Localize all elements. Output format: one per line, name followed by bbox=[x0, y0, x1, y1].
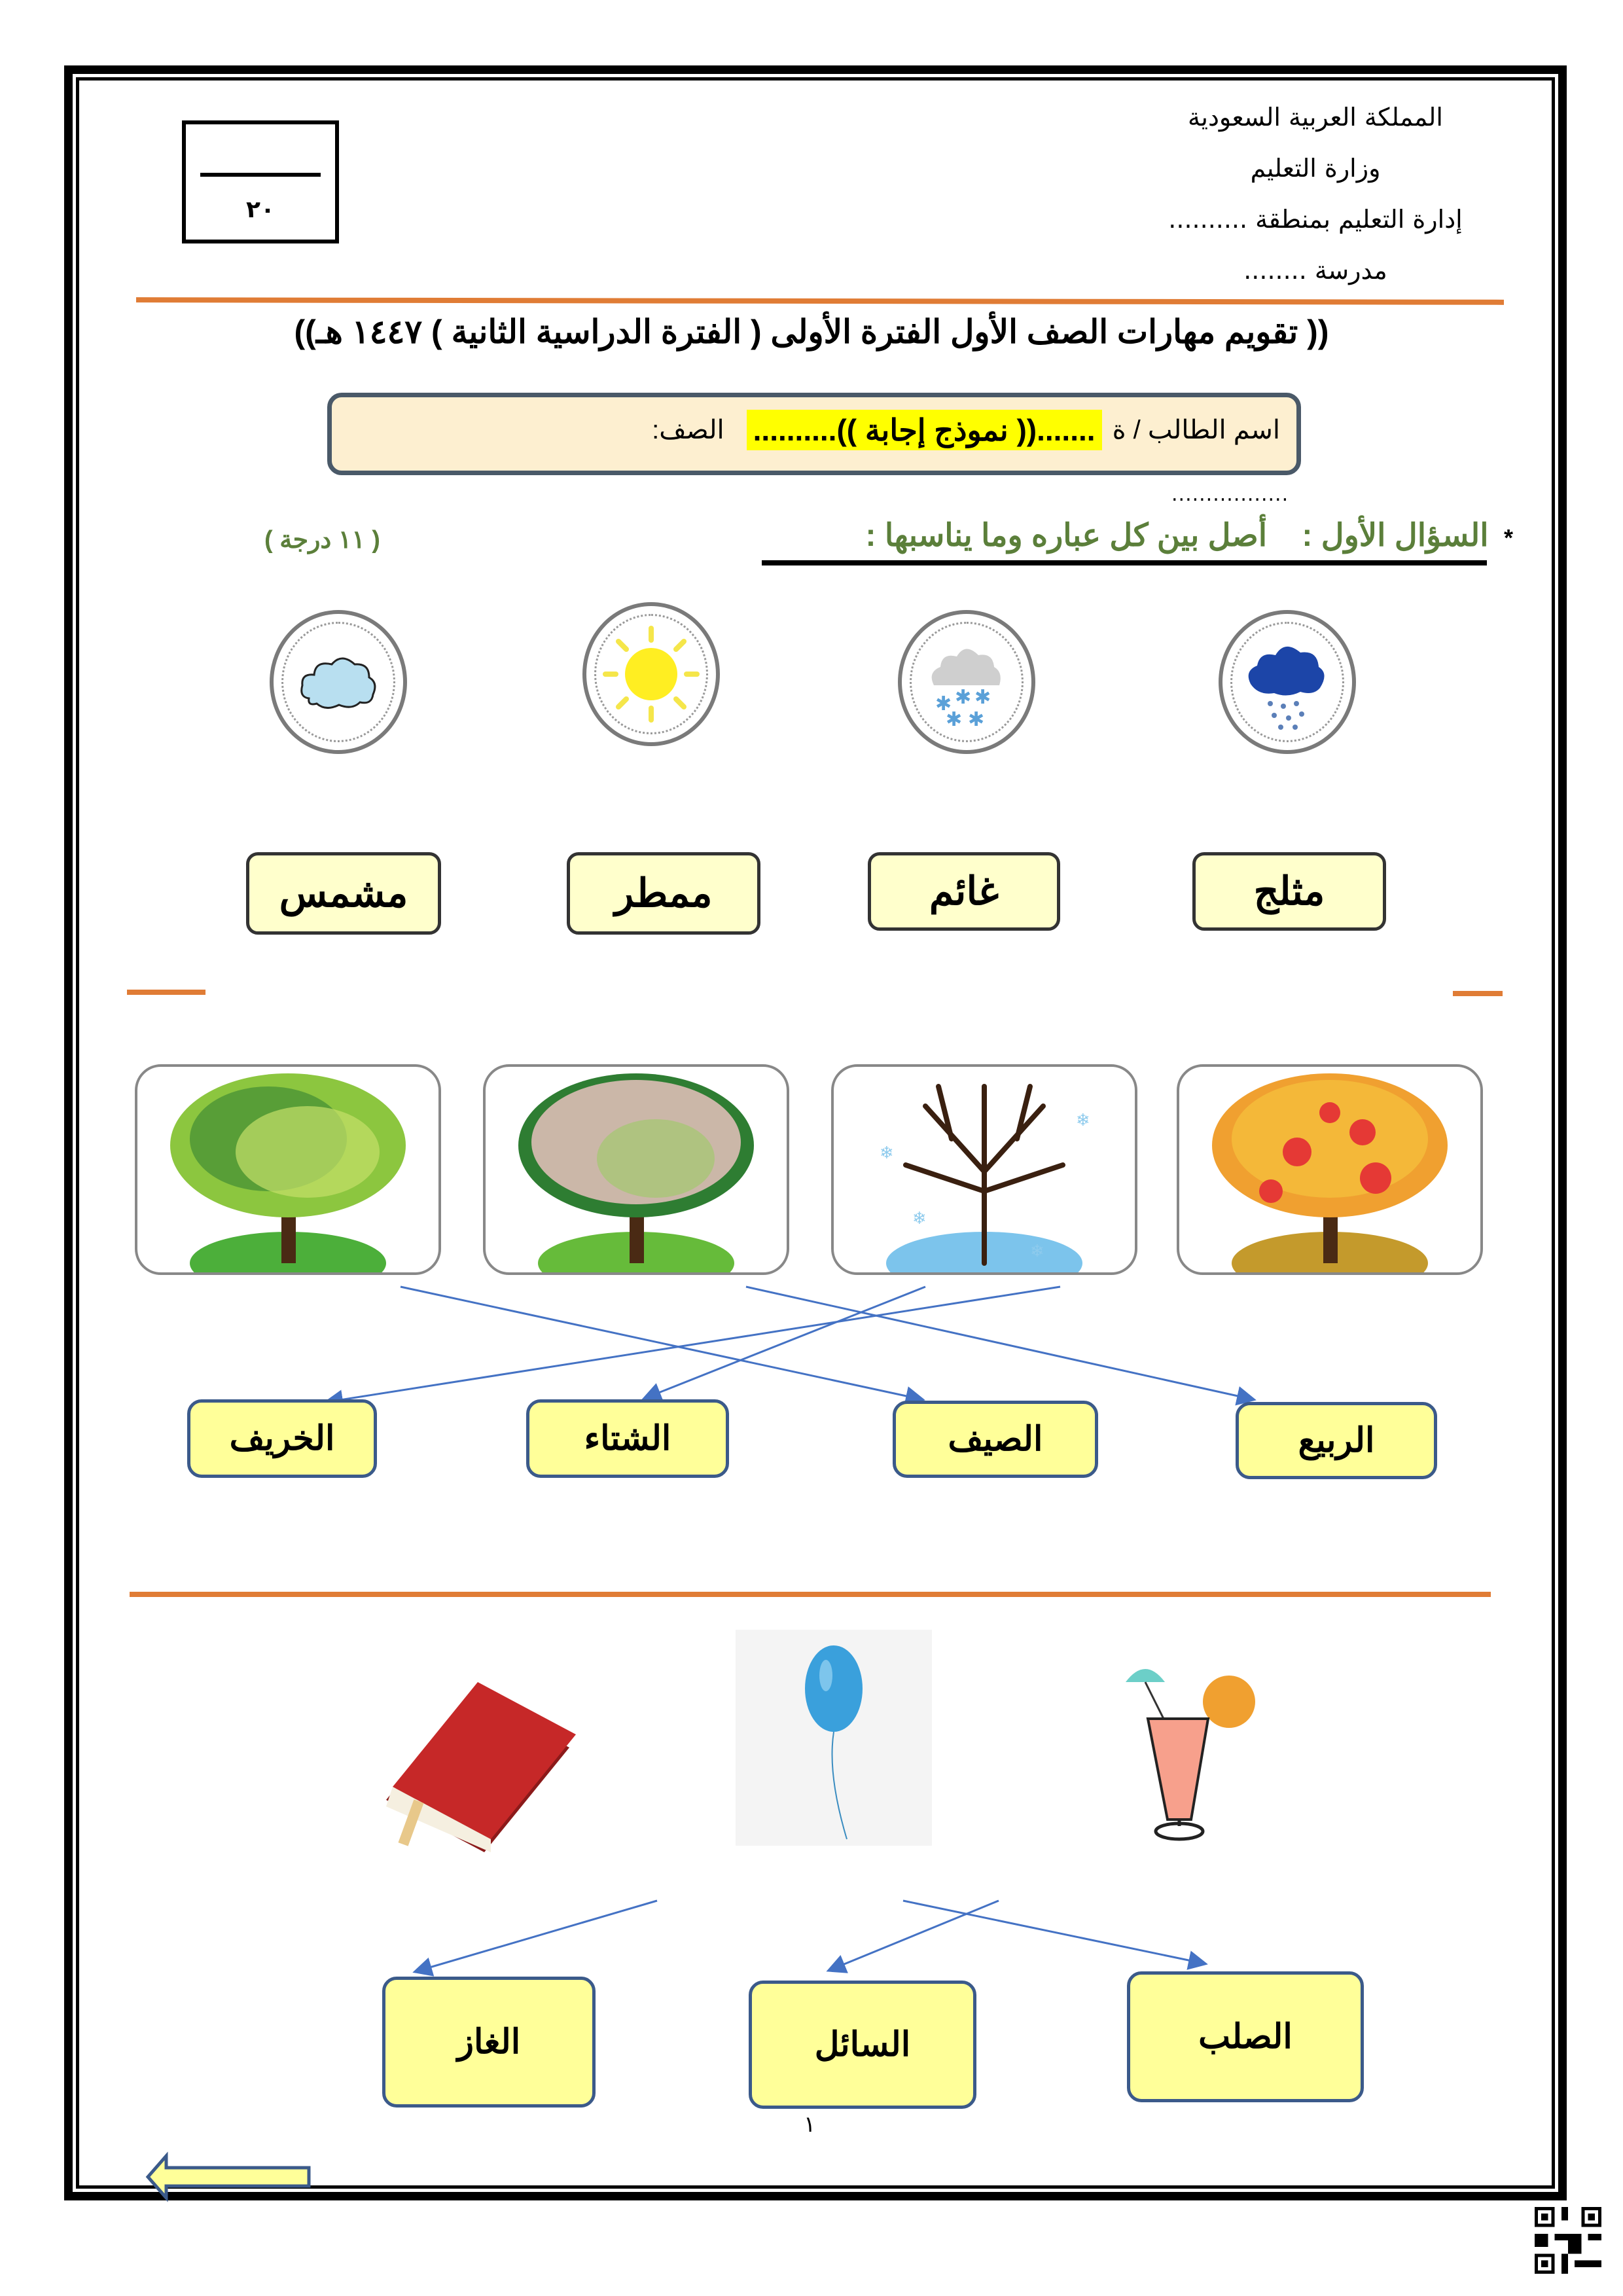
header-directorate: إدارة التعليم بمنطقة .......... bbox=[1168, 205, 1463, 234]
svg-text:❄: ❄ bbox=[880, 1143, 894, 1163]
season-summer[interactable]: الصيف bbox=[893, 1401, 1098, 1478]
header-school: مدرسة ........ bbox=[1243, 256, 1387, 285]
word-snowy[interactable]: مثلج bbox=[1192, 852, 1386, 931]
class-field-dots[interactable]: ................. bbox=[1171, 483, 1289, 506]
student-name-field[interactable]: .......(( نموذج إجابة )).......... bbox=[747, 410, 1102, 450]
grade-total: ٢٠ bbox=[246, 196, 275, 223]
svg-text:❄: ❄ bbox=[912, 1209, 927, 1229]
qr-code bbox=[1534, 2207, 1602, 2274]
word-cloudy[interactable]: غائم bbox=[868, 852, 1060, 931]
question-star: * bbox=[1503, 524, 1513, 551]
svg-text:✱: ✱ bbox=[968, 708, 985, 731]
svg-text:✱: ✱ bbox=[935, 692, 952, 715]
header-ministry: وزارة التعليم bbox=[1250, 154, 1381, 183]
header-kingdom: المملكة العربية السعودية bbox=[1188, 103, 1443, 132]
state-gas[interactable]: الغاز bbox=[382, 1977, 596, 2108]
season-autumn[interactable]: الخريف bbox=[187, 1399, 377, 1478]
question-1-instruction: أصل بين كل عباره وما يناسبها : bbox=[865, 518, 1268, 553]
state-liquid[interactable]: السائل bbox=[749, 1981, 976, 2109]
page-number: ١ bbox=[804, 2111, 816, 2138]
season-winter[interactable]: الشتاء bbox=[526, 1399, 729, 1478]
class-label: الصف: bbox=[652, 416, 724, 444]
student-name-label: اسم الطالب / ة bbox=[1112, 416, 1280, 444]
svg-text:✱: ✱ bbox=[946, 708, 963, 731]
word-rainy[interactable]: ممطر bbox=[567, 852, 760, 935]
state-solid[interactable]: الصلب bbox=[1127, 1971, 1364, 2102]
svg-text:✱: ✱ bbox=[955, 686, 972, 709]
svg-text:❄: ❄ bbox=[1030, 1242, 1044, 1261]
svg-text:❄: ❄ bbox=[1076, 1111, 1090, 1130]
season-spring[interactable]: الربيع bbox=[1236, 1402, 1437, 1479]
svg-text:✱: ✱ bbox=[974, 686, 991, 709]
question-1-marks: ( ١١ درجة ) bbox=[264, 526, 380, 554]
exam-title: (( تقويم مهارات الصف الأول الفترة الأولى ( الفترة الدراسية الثانية ) ١٤٤٧ هـ)) bbox=[294, 314, 1329, 350]
word-sunny[interactable]: مشمس bbox=[246, 852, 441, 935]
question-1-label: السؤال الأول : bbox=[1302, 518, 1489, 553]
next-page-arrow-icon[interactable] bbox=[135, 2153, 177, 2198]
